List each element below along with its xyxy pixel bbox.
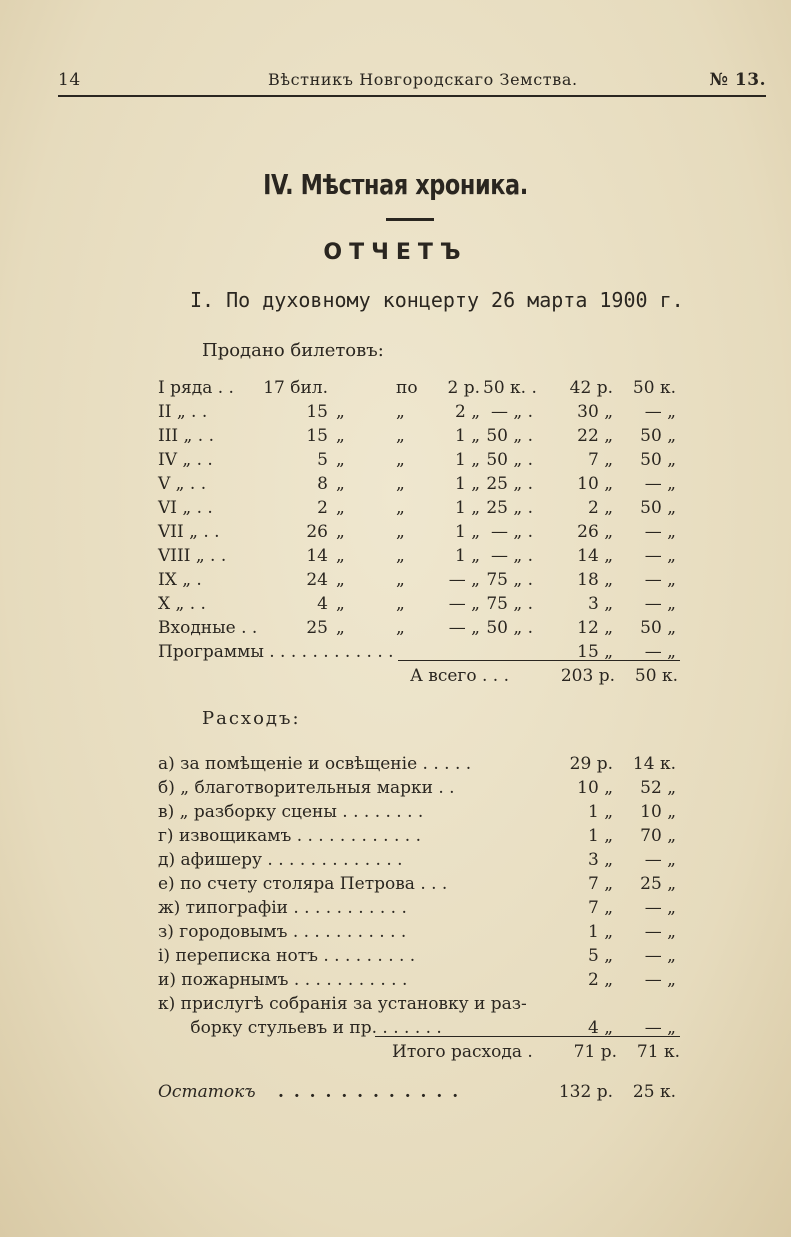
tickets-total xyxy=(410,664,678,688)
expenses-total xyxy=(392,1040,680,1064)
issue-number: № 13. xyxy=(709,70,766,90)
tickets-total-label: А всего . . . xyxy=(410,666,509,686)
remainder-line xyxy=(158,1078,680,1106)
expense-row: е) по счету столяра Петрова . . . 7 „ 25 „ xyxy=(158,874,676,894)
subsection-title: I. По духовному концерту 26 марта 1900 г. xyxy=(190,288,684,312)
expense-row: а) за помѣщеніе и освѣщеніе . . . . . 29 р. 14 к. xyxy=(158,754,676,774)
header-rule xyxy=(58,95,766,97)
ticket-row: II „ . . 15 „ „ 2 „ — „ . 30 „ — „ xyxy=(158,402,676,422)
expenses-total-label: Итого расхода . xyxy=(392,1042,533,1062)
ticket-row: Программы . . . . . . . . . . . . 15 „ — „ xyxy=(158,642,676,662)
ticket-row: VII „ . . 26 „ „ 1 „ — „ . 26 „ — „ xyxy=(158,522,676,542)
remainder-label: Остатокъ xyxy=(158,1082,256,1102)
ticket-row: IX „ . 24 „ „ — „ 75 „ . 18 „ — „ xyxy=(158,570,676,590)
expense-row: з) городовымъ . . . . . . . . . . . 1 „ — „ xyxy=(158,922,676,942)
report-title: ОТЧЕТЪ xyxy=(323,240,468,265)
tickets-total-kopecks: 50 к. xyxy=(634,666,678,686)
journal-title: Вѣстникъ Новгородскаго Земства. xyxy=(268,70,578,89)
ticket-row: III „ . . 15 „ „ 1 „ 50 „ . 22 „ 50 „ xyxy=(158,426,676,446)
expense-row: в) „ разборку сцены . . . . . . . . 1 „ 10 „ xyxy=(158,802,676,822)
expenses-label: Расходъ: xyxy=(202,708,301,729)
ticket-row: IV „ . . 5 „ „ 1 „ 50 „ . 7 „ 50 „ xyxy=(158,450,676,470)
remainder-leader-dots: . . . . . . . . . . . . xyxy=(278,1082,461,1102)
ticket-row: X „ . . 4 „ „ — „ 75 „ . 3 „ — „ xyxy=(158,594,676,614)
running-header xyxy=(58,70,766,96)
remainder-kopecks: 25 к. xyxy=(632,1082,676,1102)
tickets-label: Продано билетовъ: xyxy=(202,340,384,361)
expense-row: к) прислугѣ собранія за установку и раз- xyxy=(158,994,527,1014)
expenses-table xyxy=(158,752,680,1040)
expenses-total-rule xyxy=(375,1036,680,1037)
section-divider xyxy=(386,218,434,221)
expense-row: д) афишеру . . . . . . . . . . . . . 3 „ — „ xyxy=(158,850,676,870)
expense-row: г) извощикамъ . . . . . . . . . . . . 1 „ 70 „ xyxy=(158,826,676,846)
expenses-total-rubles: 71 р. xyxy=(573,1042,617,1062)
tickets-total-rule xyxy=(398,660,680,661)
remainder-rubles: 132 р. xyxy=(558,1082,613,1102)
page-number: 14 xyxy=(58,70,81,90)
ticket-row: Входные . . 25 „ „ — „ 50 „ . 12 „ 50 „ xyxy=(158,618,676,638)
expenses-total-kopecks: 71 к. xyxy=(636,1042,680,1062)
ticket-row: V „ . . 8 „ „ 1 „ 25 „ . 10 „ — „ xyxy=(158,474,676,494)
tickets-table xyxy=(158,376,678,664)
expense-row: и) пожарнымъ . . . . . . . . . . . 2 „ — „ xyxy=(158,970,676,990)
section-title: IV. Мѣстная хроника. xyxy=(263,168,528,201)
expense-row: борку стульевъ и пр. . . . . . . 4 „ — „ xyxy=(158,1018,676,1038)
expense-row: б) „ благотворительныя марки . . 10 „ 52 „ xyxy=(158,778,676,798)
ticket-row: I ряда . . 17 бил. по 2 р. 50 к. . 42 р. 50 к. xyxy=(158,378,676,398)
expense-row: і) переписка нотъ . . . . . . . . . 5 „ — „ xyxy=(158,946,676,966)
ticket-row: VIII „ . . 14 „ „ 1 „ — „ . 14 „ — „ xyxy=(158,546,676,566)
tickets-total-rubles: 203 р. xyxy=(560,666,615,686)
ticket-row: VI „ . . 2 „ „ 1 „ 25 „ . 2 „ 50 „ xyxy=(158,498,676,518)
expense-row: ж) типографіи . . . . . . . . . . . 7 „ — „ xyxy=(158,898,676,918)
